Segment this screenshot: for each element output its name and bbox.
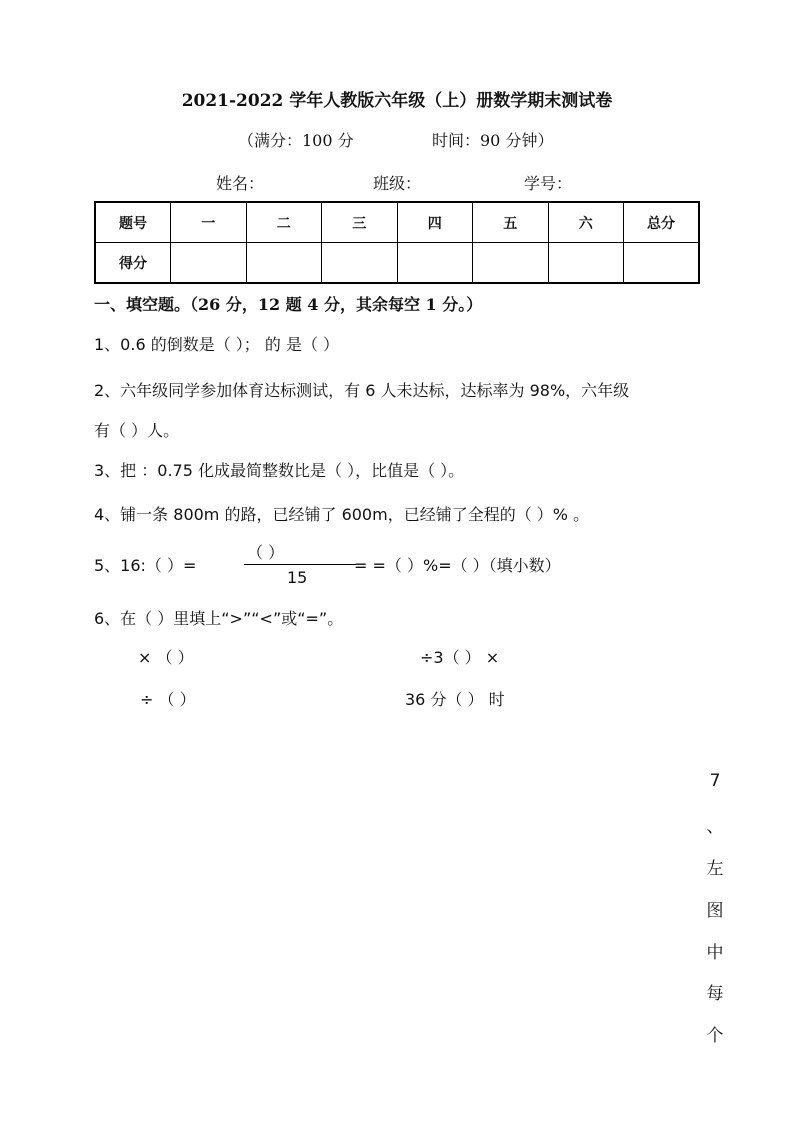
- section1-heading: 一、填空题。（26 分，12 题 4 分，其余每空 1 分。）: [94, 295, 483, 314]
- score-cell-4[interactable]: [397, 243, 473, 284]
- header-cell-4: 四: [397, 202, 473, 243]
- question-6-row1-right: ÷3（ ） ×: [420, 648, 500, 667]
- header-cell-1: 一: [171, 202, 247, 243]
- question-3: 3、把 ：0.75 化成最简整数比是（ ），比值是（ ）。: [94, 461, 465, 480]
- question-4: 4、铺一条 800m 的路，已经铺了 600m，已经铺了全程的（ ）% 。: [94, 505, 590, 524]
- score-cell-3[interactable]: [322, 243, 398, 284]
- header-cell-question-no: 题号: [95, 202, 171, 243]
- score-table: [94, 201, 700, 284]
- question-6: 6、在（ ）里填上“>”“<”或“=”。: [94, 609, 344, 628]
- question-2-line1: 2、六年级同学参加体育达标测试，有 6 人未达标，达标率为 98%，六年级: [94, 381, 630, 400]
- score-table-score-row: [95, 243, 699, 284]
- score-row-label: 得分: [95, 243, 171, 284]
- score-cell-1[interactable]: [171, 243, 247, 284]
- q7-vertical-char-7: 个: [706, 1026, 724, 1046]
- q7-vertical-char-4: 图: [706, 901, 724, 921]
- score-cell-2[interactable]: [246, 243, 322, 284]
- class-label: 班级：: [373, 174, 422, 193]
- header-cell-6: 六: [548, 202, 624, 243]
- score-cell-6[interactable]: [548, 243, 624, 284]
- question-6-row2-right: 36 分（ ） 时: [405, 690, 505, 709]
- q7-vertical-char-6: 每: [706, 984, 724, 1004]
- name-label: 姓名：: [216, 174, 265, 193]
- question-5-left: 5、16:（ ）=: [94, 556, 197, 575]
- header-cell-total: 总分: [624, 202, 700, 243]
- header-cell-3: 三: [322, 202, 398, 243]
- header-cell-2: 二: [246, 202, 322, 243]
- question-2-line2: 有（ ）人。: [94, 421, 180, 440]
- score-table-header-row: [95, 202, 699, 243]
- score-cell-total[interactable]: [624, 243, 700, 284]
- q7-vertical-char-1: 7: [709, 771, 721, 791]
- question-5-fraction-bar: [244, 564, 356, 565]
- score-cell-5[interactable]: [473, 243, 549, 284]
- q7-vertical-char-2: 、: [706, 817, 724, 837]
- question-5-numerator: （ ）: [247, 543, 285, 562]
- student-id-label: 学号：: [524, 174, 573, 193]
- q7-vertical-char-3: 左: [706, 859, 724, 879]
- q7-vertical-char-5: 中: [706, 943, 724, 963]
- question-6-row2-left: ÷ （ ）: [140, 690, 196, 709]
- question-6-row1-left: × （ ）: [138, 648, 194, 667]
- page-title: 2021-2022 学年人教版六年级（上）册数学期末测试卷: [181, 91, 613, 111]
- header-cell-5: 五: [473, 202, 549, 243]
- full-marks-text: （满分：100 分: [238, 131, 354, 150]
- time-text: 时间：90 分钟）: [432, 131, 554, 150]
- question-5-right: = =（ ）%=（ ）（填小数）: [354, 556, 561, 575]
- question-1: 1、0.6 的倒数是（ ）； 的 是（ ）: [94, 335, 340, 354]
- question-5-denominator: 15: [287, 568, 308, 587]
